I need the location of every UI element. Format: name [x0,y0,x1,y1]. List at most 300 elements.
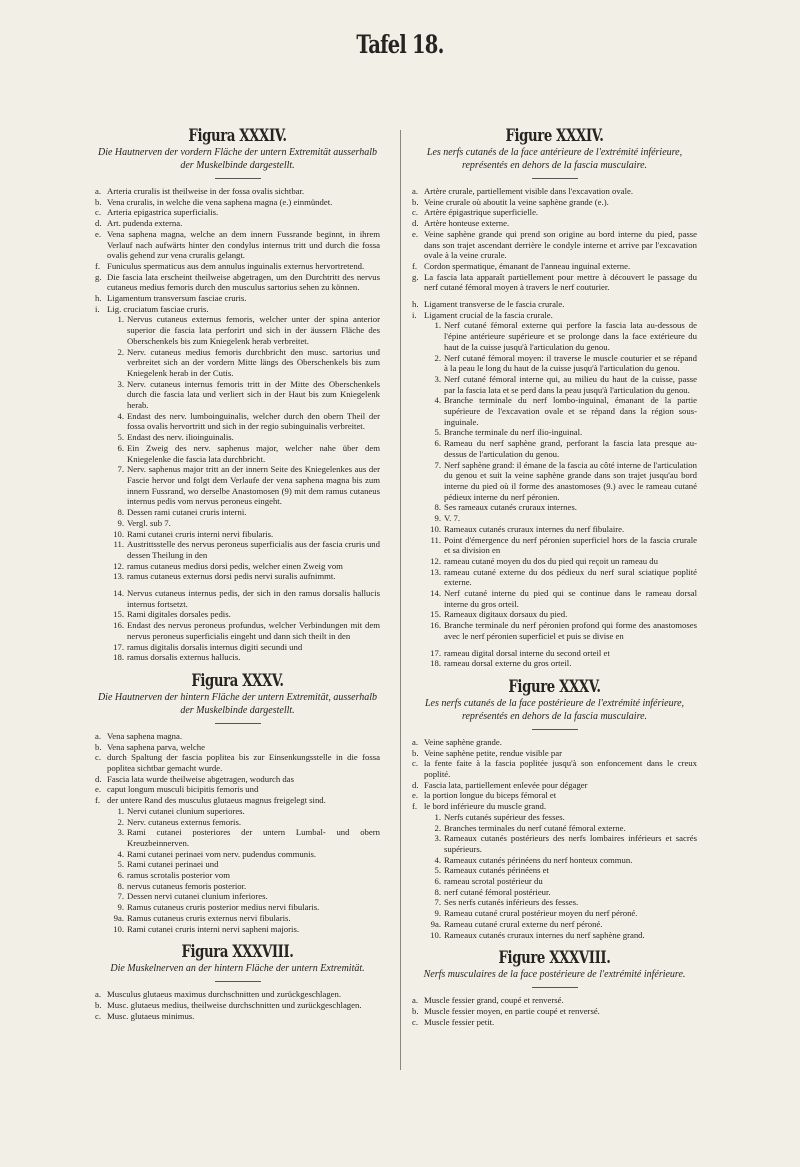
legend-item [412,197,697,208]
page-title: Tafel 18. [356,30,444,59]
legend-text: Point d'émergence du nerf péronien superficiel hors de la fascia crurale et sa division en [444,534,697,556]
legend-item [95,218,380,229]
legend-item [95,229,380,261]
legend-key: f. [412,801,418,812]
legend-text: Vena saphena magna, welche an dem innern Fussrande beginnt, in ihrem Verlauf nach aufwärts hinter den condylus internus tritt und durch die fossa ovalis gehend zur vena cruralis gelangt. [107,228,380,261]
legend-item [412,556,697,567]
legend-key: 10. [113,923,124,934]
legend-text: La fascia lata apparaît partiellement pour mettre à découvert le passage du nerf cutané fémoral moyen à travers le nerf couturier. [424,271,697,293]
figure-section [412,948,697,1027]
legend-item [412,758,697,779]
figure-subtitle: Die Muskelnerven an der hintern Fläche der untern Extremität. [110,963,365,975]
legend-item [95,588,380,609]
legend-key: 10. [430,929,441,940]
legend-key: c. [412,1016,419,1027]
legend-key: 15. [430,609,441,620]
legend-text: der untere Rand des musculus glutaeus magnus freigelegt sind. [107,795,326,806]
legend-text: Veine crurale où aboutit la veine saphène grande (e.). [424,196,609,207]
french-column [412,126,697,1027]
figure-heading: Figure XXXV. [508,676,601,697]
legend-text: Funiculus spermaticus aus dem annulus inguinalis externus hervortretend. [107,260,365,271]
legend-text: Nerv. saphenus major tritt an der innern Seite des Kniegelenkes aus der Fascie hervor und folgt dem Verlaufe der vena saphena magna bis zum innern Fussrand, wo derselbe Anastomosen (9) mit dem ramus cutaneus internus pedis vom nervus peroneus eingeht. [127,464,380,507]
legend-text: Nerv. cutaneus externus femoris. [127,816,242,827]
legend-key: d. [95,773,102,784]
legend-text: Ein Zweig des nerv. saphenus major, welcher nahe über dem Kniegelenke die fascia lata durchbricht. [127,442,380,464]
legend-text: Nervi cutanei clunium superiores. [127,805,245,816]
legend-text: Veine saphène petite, rendue visible par [424,747,562,758]
legend-text: durch Spaltung der fascia poplitea bis zur Einsenkungsstelle in die fossa poplitea sichtbar gemacht wurde. [107,752,380,774]
legend-key: 2. [434,352,441,363]
legend-key: 5. [117,432,124,443]
legend-text: Lig. cruciatum fasciae cruris. [107,303,209,314]
legend-text: Nervus cutaneus internus pedis, der sich in den ramus dorsalis hallucis internus fortsetzt. [127,588,380,609]
figure-subtitle: Die Hautnerven der vordern Fläche der untern Extremität ausserhalb der Muskelbinde dargestellt. [97,147,378,171]
legend-key: 14. [113,588,124,599]
legend-key: 15. [113,609,124,620]
legend-key: 8. [117,507,124,518]
legend-key: 12. [113,560,124,571]
legend-key: f. [95,260,101,271]
legend-item [412,229,697,261]
legend-item [95,731,380,742]
figure-heading: Figura XXXIV. [188,126,287,146]
legend-key: a. [412,995,419,1006]
legend-key: a. [412,736,419,747]
legend-key: a. [95,730,102,741]
legend-item [412,502,697,513]
legend-key: b. [95,1000,102,1010]
legend-item [412,395,697,427]
heading-rule [532,178,578,179]
legend-text: Rameau du nerf saphène grand, perforant la fascia lata presque au-dessus de l'articulation du genou. [444,438,697,459]
legend-item [95,652,380,663]
legend-text: Rameaux digitaux dorsaux du pied. [444,609,568,620]
legend-key: 1. [434,320,441,331]
legend-key: 9. [117,902,124,913]
legend-key: 7. [434,459,441,470]
legend-text: la fente faite à la fascia poplitée jusqu'à son enfoncement dans le creux poplité. [424,758,697,780]
legend-item [95,347,380,379]
legend-item [412,186,697,197]
legend-text: Vergl. sub 7. [127,517,171,528]
legend-item [412,658,697,669]
figure-section [412,677,697,940]
legend-key: 11. [430,534,441,545]
legend-item [412,865,697,876]
heading-rule [215,981,261,982]
legend-item [412,535,697,556]
legend-text: caput longum musculi bicipitis femoris und [107,784,259,795]
legend-text: Arteria epigastrica superficialis. [107,207,219,218]
legend-text: Rameaux cutanés cruraux internes du nerf saphène grand. [444,929,645,940]
legend-item [412,801,697,812]
figure-section [95,671,380,934]
legend-text: Veine saphène grande. [424,736,502,747]
legend-text: Nerf cutané interne du pied qui se continue dans le rameau dorsal interne du gros orteil. [444,588,697,609]
legend-text: nervus cutaneus femoris posterior. [127,880,247,891]
legend-key: 6. [117,442,124,453]
legend-key: 5. [434,865,441,876]
legend-key: c. [412,207,419,218]
legend-text: Branche terminale du nerf péronien profond qui forme des anastomoses avec le nerf péronien superficiel et puis se divise en [444,620,697,641]
legend-text: Nerf cutané fémoral interne qui, au milieu du haut de la cuisse, passe par la fascia lata et se perd dans la peau jusqu'à l'articulation du genou. [444,373,697,395]
legend-key: 10. [430,523,441,534]
legend-item [95,314,380,346]
legend-text: Nerv. cutaneus internus femoris tritt in der Mitte des Oberschenkels durch die fascia lata und verliert sich in der Haut bis zum Kniegelenk herab. [127,378,380,411]
legend-item [412,320,697,352]
legend-key: 4. [117,410,124,421]
legend-key: 9. [117,517,124,528]
legend-item [95,411,380,432]
heading-rule [532,987,578,988]
legend-key: 9. [434,513,441,524]
figure-subtitle: Les nerfs cutanés de la face postérieure de l'extrémité inférieure, représentés en dehors de la fascia musculaire. [424,697,685,722]
legend-key: c. [412,758,419,769]
legend-item [95,518,380,529]
heading-rule [215,178,261,179]
legend-text: nerf cutané fémoral postérieur. [444,886,551,897]
legend-item [412,823,697,834]
legend-text: rameau scrotal postérieur du [444,876,543,887]
legend-key: 7. [117,891,124,902]
legend-text: Rameau cutané crural externe du nerf péroné. [444,918,603,929]
legend-item [412,460,697,503]
legend-item [412,620,697,641]
legend-key: 18. [113,652,124,663]
legend-text: ramus cutaneus externus dorsi pedis nervi suralis aufnimmt. [127,571,336,582]
figure-section [412,126,697,669]
legend-key: 2. [434,822,441,833]
legend-text: le bord inférieure du muscle grand. [424,801,547,812]
legend-key: 6. [434,438,441,449]
legend-item [95,293,380,304]
legend-item [95,827,380,848]
figure-subtitle: Die Hautnerven der hintern Fläche der untern Extremität, ausserhalb der Muskelbinde dargestellt. [97,691,378,716]
legend-key: b. [95,196,102,207]
legend-item [95,924,380,935]
legend-item [95,1011,380,1022]
legend-key: h. [412,299,419,310]
legend-key: 1. [434,811,441,822]
legend-item [412,919,697,930]
legend-text: Muscle fessier moyen, en partie coupé et renversé. [424,1006,600,1016]
legend-item [95,817,380,828]
legend-text: Die fascia lata erscheint theilweise abgetragen, um den Durchtritt des nervus cutaneus medius femoris durch den musculus sartorius sehen zu können. [107,271,380,293]
legend-text: V. 7. [444,513,461,524]
legend-text: Vena cruralis, in welche die vena saphena magna (e.) einmündet. [107,196,333,207]
legend-item [95,1000,380,1011]
column-divider [400,130,401,1070]
legend-item [412,737,697,748]
legend-key: 6. [434,876,441,887]
legend-item [412,272,697,293]
legend-key: 17. [113,641,124,652]
legend-text: Rami cutanei cruris interni nervi fibularis. [127,528,274,539]
legend-text: Branches terminales du nerf cutané fémoral externe. [444,822,626,833]
heading-rule [215,723,261,724]
legend-text: Ligamentum transversum fasciae cruris. [107,293,247,304]
figure-subtitle: Les nerfs cutanés de la face antérieure de l'extrémité inférieure, représentés en dehors de la fascia musculaire. [426,147,683,171]
legend-key: 4. [434,854,441,865]
legend-text: Veine saphène grande qui prend son origine au bord interne du pied, passe dans son trajet ascendant derrière le condyle interne et arrive par l'excavation ovale à la veine crurale. [424,228,697,261]
legend-key: 2. [117,346,124,357]
legend-key: i. [412,309,417,320]
legend-text: Ramus cutaneus cruris externus nervi fibularis. [127,912,291,923]
legend-key: 13. [113,571,124,582]
legend-item [412,438,697,459]
legend-key: 12. [430,555,441,566]
legend-item [412,207,697,218]
legend-item [95,432,380,443]
legend-key: c. [95,752,102,763]
legend-text: Nerfs cutanés supérieur des fesses. [444,811,565,822]
legend-item [412,887,697,898]
legend-text: Muscle fessier grand, coupé et renversé. [424,995,564,1006]
legend-key: 13. [430,566,441,577]
legend-key: 9a. [430,918,441,929]
legend-item [95,752,380,773]
legend-item [412,648,697,659]
legend-item [95,881,380,892]
legend-key: d. [412,218,419,229]
legend-key: a. [412,186,419,196]
legend-key: 7. [117,464,124,475]
legend-item [95,891,380,902]
legend-item [95,261,380,272]
legend-text: ramus cutaneus medius dorsi pedis, welcher einen Zweig vom [127,560,343,571]
legend-text: Rami cutanei cruris interni nervi sapheni majoris. [127,923,300,934]
legend-key: 11. [113,539,124,550]
legend-text: Fascia lata wurde theilweise abgetragen, wodurch das [107,773,294,784]
legend-item [412,353,697,374]
legend-item [412,1017,697,1028]
legend-text: Rami cutanei posteriores der untern Lumbal- und obern Kreuzbeinnerven. [127,827,380,848]
legend-key: d. [412,779,419,790]
legend-key: b. [412,196,419,207]
legend-key: a. [95,186,102,196]
legend-item [412,310,697,321]
legend-key: 1. [117,314,124,325]
legend-text: Artère crurale, partiellement visible dans l'excavation ovale. [424,186,634,196]
legend-key: 9. [434,908,441,919]
legend-item [95,443,380,464]
legend-key: 3. [434,833,441,844]
legend-text: Endast des nerv. lumboinguinalis, welcher durch den obern Theil der fossa ovalis hervortritt und sich in der regio subinguinalis verbreitet. [127,410,380,432]
legend-key: g. [412,271,419,282]
legend-key: 1. [117,805,124,816]
legend-item [95,859,380,870]
legend-item [412,812,697,823]
legend-item [412,876,697,887]
legend-key: 4. [117,848,124,859]
legend-key: c. [95,207,102,218]
legend-text: Ses nerfs cutanés inférieurs des fesses. [444,897,579,908]
legend-item [412,218,697,229]
legend-text: Artère épigastrique superficielle. [424,207,539,218]
legend-text: Branche terminale du nerf lombo-inguinal, émanant de la partie supérieure de l'excavation ovale et se répand dans la région sous-inguinale. [444,395,697,427]
legend-item [95,186,380,197]
legend-item [412,748,697,759]
legend-text: Nervus cutaneus externus femoris, welcher unter der spina anterior superior die fascia lata perforirt und sich in der äussern Fläche des Oberschenkels bis zum Kniegelenk herab verbreitet. [127,314,380,346]
german-column [95,126,380,1021]
legend-item [412,427,697,438]
legend-text: Nerf cutané fémoral externe qui perfore la fascia lata au-dessous de l'épine antérieure supérieure et se prolonge dans la face extérieure du haut de la cuisse jusqu'à l'articulation du genou. [444,320,697,352]
legend-text: Rameaux cutanés cruraux internes du nerf fibulaire. [444,523,625,534]
legend-key: 6. [117,870,124,881]
legend-key: f. [95,795,101,806]
legend-item [95,571,380,582]
figure-heading: Figure XXXVIII. [498,948,611,969]
legend-item [95,870,380,881]
legend-text: Artère honteuse externe. [424,218,510,229]
legend-text: Dessen rami cutanei cruris interni. [127,507,247,518]
legend-key: a. [95,989,102,1000]
legend-text: Endast des nerv. ilioinguinalis. [127,432,234,443]
legend-text: Rami digitales dorsales pedis. [127,609,231,620]
figure-heading: Figura XXXV. [191,670,284,691]
legend-key: g. [95,271,102,282]
legend-item [95,464,380,507]
legend-text: Endast des nervus peroneus profundus, welcher Verbindungen mit dem nervus peroneus superficialis eingeht und dann sich theilt in den [127,620,380,641]
legend-text: Cordon spermatique, émanant de l'anneau inguinal externe. [424,260,631,271]
legend-item [95,529,380,540]
legend-text: Rami cutanei perinaei und [127,859,219,870]
legend-text: Rameaux cutanés périnéens du nerf honteux commun. [444,854,633,865]
legend-text: Musc. glutaeus minimus. [107,1010,195,1021]
legend-item [95,272,380,293]
legend-item [412,1006,697,1017]
legend-item [95,913,380,924]
legend-text: ramus dorsalis externus hallucis. [127,652,241,663]
legend-text: Arteria cruralis ist theilweise in der fossa ovalis sichtbar. [107,186,305,196]
legend-text: Vena saphena magna. [107,730,183,741]
legend-item [412,908,697,919]
legend-item [95,197,380,208]
legend-key: e. [95,228,102,239]
legend-item [95,742,380,753]
legend-text: Ligament transverse de le fascia crurale. [424,299,565,310]
figure-heading: Figura XXXVIII. [181,942,294,963]
legend-item [95,561,380,572]
legend-key: 8. [434,502,441,513]
legend-text: Muscle fessier petit. [424,1016,495,1027]
legend-item [95,207,380,218]
legend-item [412,780,697,791]
figure-subtitle: Nerfs musculaires de la face postérieure de l'extrémité inférieure. [423,969,686,981]
legend-key: 9a. [113,912,124,923]
legend-text: Art. pudenda externa. [107,218,183,229]
legend-item [95,806,380,817]
legend-item [412,261,697,272]
legend-key: 5. [117,859,124,870]
legend-text: Nerf cutané fémoral moyen: il traverse le muscle couturier et se répand à la peau le long du haut de la cuisse jusqu'à l'articulation du genou. [444,352,697,374]
legend-text: rameau cutané externe du dos pédieux du nerf sural sciatique poplité externe. [444,566,697,588]
legend-item [412,299,697,310]
legend-item [95,902,380,913]
legend-item [412,790,697,801]
legend-key: 14. [430,588,441,599]
legend-key: 16. [430,620,441,631]
legend-item [95,795,380,806]
legend-text: Nerv. cutaneus medius femoris durchbricht den musc. sartorius und verbreitet sich an der vordern Mitte längs des Oberschenkels bis zum Kniegelenk herab in der Cutis. [127,346,380,378]
legend-text: Fascia lata, partiellement enlevée pour dégager [424,779,588,790]
legend-text: Rami cutanei perinaei vom nerv. pudendus communis. [127,848,317,859]
legend-text: rameau digital dorsal interne du second orteil et [444,647,610,658]
legend-item [95,609,380,620]
legend-item [412,609,697,620]
legend-key: 5. [434,427,441,438]
legend-text: Ramus cutaneus cruris posterior medius nervi fibularis. [127,902,320,913]
legend-key: f. [412,260,418,271]
legend-item [412,833,697,854]
legend-item [95,304,380,315]
legend-item [412,588,697,609]
legend-item [95,849,380,860]
legend-text: Rameaux cutanés postérieurs des nerfs lombaires inférieurs et sacrés supérieurs. [444,833,697,854]
legend-key: 10. [113,528,124,539]
legend-item [95,784,380,795]
legend-key: b. [412,747,419,758]
legend-key: 3. [434,373,441,384]
legend-item [412,855,697,866]
legend-key: 4. [434,395,441,406]
legend-text: Musculus glutaeus maximus durchschnitten und zurückgeschlagen. [107,989,342,1000]
legend-item [412,897,697,908]
figure-section [95,942,380,1021]
legend-item [95,379,380,411]
legend-key: i. [95,303,100,314]
legend-key: h. [95,293,102,304]
legend-key: 16. [113,620,124,631]
legend-item [412,995,697,1006]
heading-rule [532,729,578,730]
legend-text: Ses rameaux cutanés cruraux internes. [444,502,577,513]
legend-text: Dessen nervi cutanei clunium inferiores. [127,891,268,902]
legend-text: ramus digitalis dorsalis internus digiti secundi und [127,641,303,652]
legend-key: 17. [430,647,441,658]
legend-key: 8. [117,880,124,891]
legend-text: ramus scrotalis posterior vom [127,870,231,881]
legend-key: e. [95,784,102,795]
legend-key: 18. [430,658,441,669]
legend-item [95,642,380,653]
legend-text: Rameaux cutanés périnéens et [444,865,549,876]
figure-heading: Figure XXXIV. [505,126,604,146]
legend-item [412,524,697,535]
legend-item [95,539,380,560]
legend-text: Rameau cutané crural postérieur moyen du nerf péroné. [444,908,638,919]
legend-key: e. [412,228,419,239]
legend-item [412,374,697,395]
legend-item [412,930,697,941]
legend-text: Ligament crucial de la fascia crurale. [424,309,553,320]
legend-item [412,513,697,524]
legend-item [95,989,380,1000]
legend-text: Musc. glutaeus medius, theilweise durchschnitten und zurückgeschlagen. [107,1000,362,1010]
legend-text: la portion longue du biceps fémoral et [424,790,557,801]
legend-text: Branche terminale du nerf ilio-inguinal. [444,427,583,438]
legend-key: d. [95,218,102,229]
legend-text: Vena saphena parva, welche [107,741,205,752]
legend-key: e. [412,790,419,801]
legend-item [95,774,380,785]
legend-key: 7. [434,897,441,908]
legend-item [95,507,380,518]
legend-text: rameau cutané moyen du dos du pied qui reçoit un rameau du [444,555,658,566]
legend-key: b. [95,741,102,752]
legend-key: 2. [117,816,124,827]
legend-text: rameau dorsal externe du gros orteil. [444,658,572,669]
